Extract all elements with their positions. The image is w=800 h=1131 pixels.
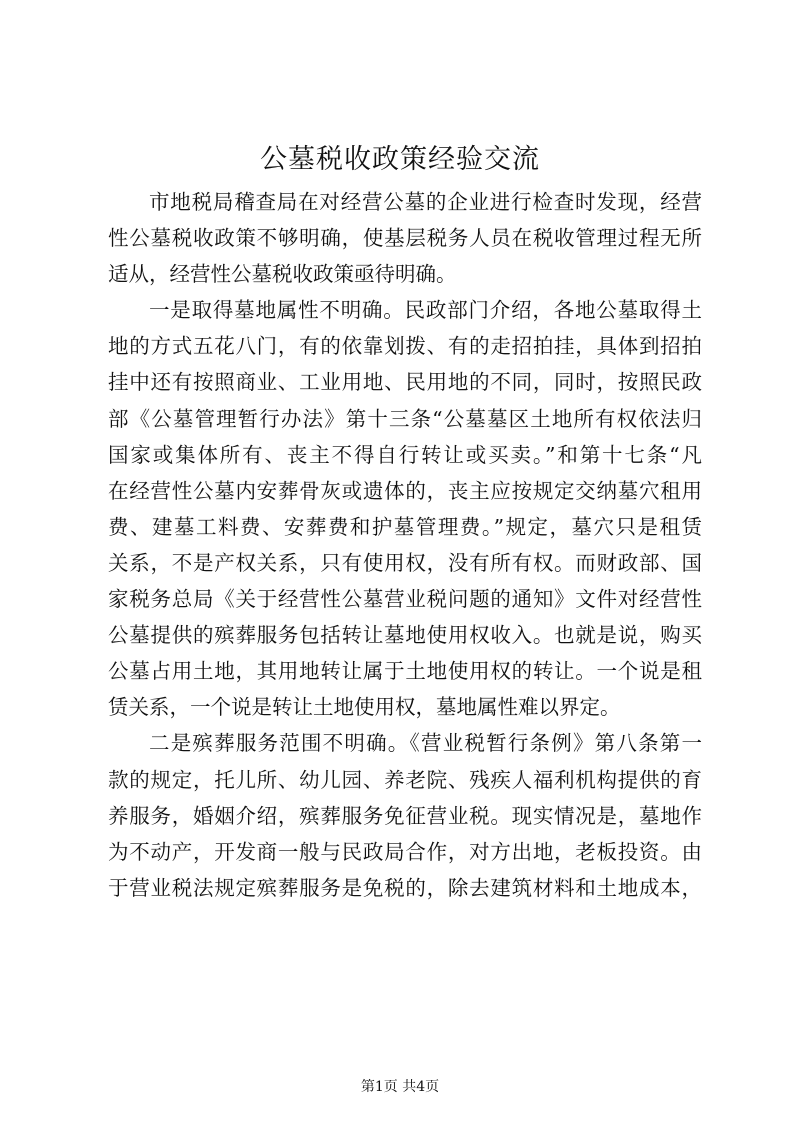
paragraph-2-line-4: 部《公墓管理暂行办法》第十三条“公墓墓区土地所有权依法归 <box>108 406 702 431</box>
document-title: 公墓税收政策经验交流 <box>260 144 540 175</box>
paragraph-3-line-3: 养服务，婚姻介绍，殡葬服务免征营业税。现实情况是，墓地作 <box>108 803 702 828</box>
paragraph-2-line-11: 公墓占用土地，其用地转让属于土地使用权的转让。一个说是租 <box>108 659 702 684</box>
paragraph-2-line-3: 挂中还有按照商业、工业用地、民用地的不同，同时，按照民政 <box>108 370 702 395</box>
paragraph-2-line-10: 公墓提供的殡葬服务包括转让墓地使用权收入。也就是说，购买 <box>108 623 702 648</box>
paragraph-2-line-12: 赁关系，一个说是转让土地使用权，墓地属性难以界定。 <box>108 695 621 720</box>
paragraph-3-line-5: 于营业税法规定殡葬服务是免税的，除去建筑材料和土地成本， <box>108 875 702 900</box>
paragraph-3-line-4: 为不动产，开发商一般与民政局合作，对方出地，老板投资。由 <box>108 839 702 864</box>
paragraph-2-line-2: 地的方式五花八门，有的依靠划拨、有的走招拍挂，具体到招拍 <box>108 334 702 359</box>
paragraph-2-line-9: 家税务总局《关于经营性公墓营业税问题的通知》文件对经营性 <box>108 587 702 612</box>
paragraph-2-line-1: 一是取得墓地属性不明确。民政部门介绍，各地公墓取得土 <box>149 298 702 323</box>
paragraph-1-line-1: 市地税局稽查局在对经营公墓的企业进行检查时发现，经营 <box>149 190 702 214</box>
document-body <box>108 184 702 906</box>
paragraph-1-line-2: 性公墓税收政策不够明确，使基层税务人员在税收管理过程无所 <box>108 226 702 251</box>
paragraph-1-line-3: 适从，经营性公墓税收政策亟待明确。 <box>108 262 457 287</box>
paragraph-2-line-8: 关系，不是产权关系，只有使用权，没有所有权。而财政部、国 <box>108 550 702 575</box>
paragraph-3-line-2: 款的规定，托儿所、幼儿园、养老院、残疾人福利机构提供的育 <box>108 767 702 792</box>
paragraph-2-line-5: 国家或集体所有、丧主不得自行转让或买卖。”和第十七条“凡 <box>108 442 702 467</box>
page-footer: 第1页 共4页 <box>360 1079 440 1095</box>
paragraph-2-line-6: 在经营性公墓内安葬骨灰或遗体的，丧主应按规定交纳墓穴租用 <box>108 478 702 503</box>
paragraph-2-line-7: 费、建墓工料费、安葬费和护墓管理费。”规定，墓穴只是租赁 <box>108 514 702 539</box>
paragraph-3-line-1: 二是殡葬服务范围不明确。《营业税暂行条例》第八条第一 <box>149 731 702 756</box>
